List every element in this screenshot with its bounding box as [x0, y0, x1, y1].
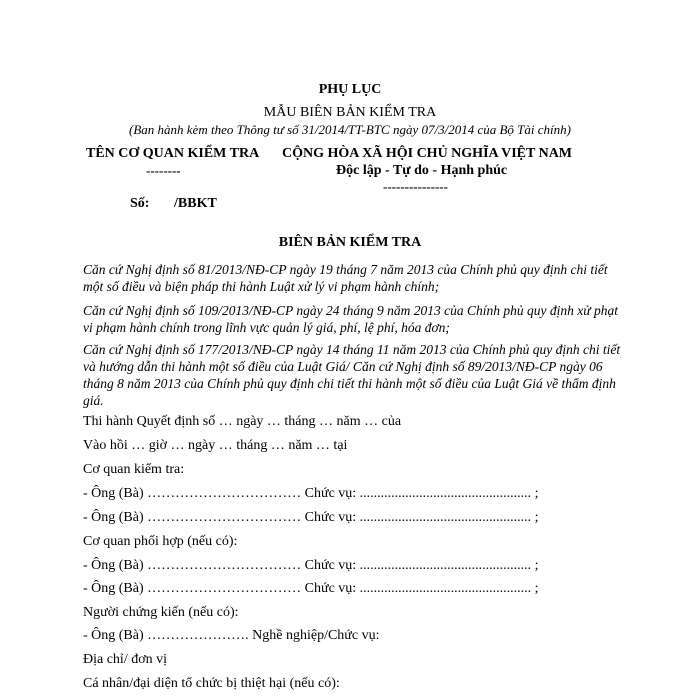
witness-label: Người chứng kiến (nếu có):: [83, 605, 239, 620]
legal-basis-3: Căn cứ Nghị định số 177/2013/NĐ-CP ngày 14 tháng 11 năm 2013 của Chính phủ quy định chi tiết và hướng dẫn thi hành một số điều của Luật Giá/ Căn cứ Nghị định số 89/2013/NĐ-CP ngày 06 tháng 8 năm 2013 của Chính phủ quy định chi tiết thi hành một số điều của Luật Giá về thẩm định giá.: [83, 342, 621, 408]
national-motto: Độc lập - Tự do - Hạnh phúc: [336, 163, 508, 178]
decision-line: Thi hành Quyết định số … ngày … tháng … năm … của: [83, 414, 402, 429]
time-place-line: Vào hồi … giờ … ngày … tháng … năm … tại: [83, 438, 348, 453]
document-title: BIÊN BẢN KIỂM TRA: [278, 235, 422, 250]
form-title: MẪU BIÊN BẢN KIỂM TRA: [263, 105, 437, 120]
motto-rule: ---------------: [383, 179, 448, 194]
appendix-heading: PHỤ LỤC: [318, 82, 382, 97]
nation-title: CỘNG HÒA XÃ HỘI CHỦ NGHĨA VIỆT NAM: [282, 146, 573, 161]
witness-row: - Ông (Bà) …………………. Nghề nghiệp/Chức vụ:: [83, 628, 380, 643]
inspector-row: - Ông (Bà) …………………………… Chức vụ: ................................................. ;: [83, 510, 539, 525]
issued-by-note: (Ban hành kèm theo Thông tư số 31/2014/TT-BTC ngày 07/3/2014 của Bộ Tài chính): [129, 122, 571, 137]
inspection-agency-label: Cơ quan kiểm tra:: [83, 462, 185, 477]
damaged-party-label: Cá nhân/đại diện tổ chức bị thiệt hại (nếu có):: [83, 676, 340, 691]
inspector-row: - Ông (Bà) …………………………… Chức vụ: ................................................. ;: [83, 486, 539, 501]
agency-name: TÊN CƠ QUAN KIỂM TRA: [86, 146, 260, 161]
number-suffix: /BBKT: [174, 196, 217, 211]
cooperating-agency-label: Cơ quan phối hợp (nếu có):: [83, 534, 238, 549]
cooperating-officer-row: - Ông (Bà) …………………………… Chức vụ: ................................................. ;: [83, 558, 539, 573]
legal-basis-1: Căn cứ Nghị định số 81/2013/NĐ-CP ngày 19 tháng 7 năm 2013 của Chính phủ quy định chi tiết một số điều và biện pháp thi hành Luật xử lý vi phạm hành chính;: [83, 262, 608, 294]
legal-basis-2: Căn cứ Nghị định số 109/2013/NĐ-CP ngày 24 tháng 9 năm 2013 của Chính phủ quy định xử phạt vi phạm hành chính trong lĩnh vực quản lý giá, phí, lệ phí, hóa đơn;: [83, 303, 618, 335]
agency-rule: --------: [146, 163, 181, 178]
number-label: Số:: [130, 196, 150, 211]
address-unit-line: Địa chỉ/ đơn vị: [83, 652, 167, 667]
cooperating-officer-row: - Ông (Bà) …………………………… Chức vụ: ................................................. ;: [83, 581, 539, 596]
